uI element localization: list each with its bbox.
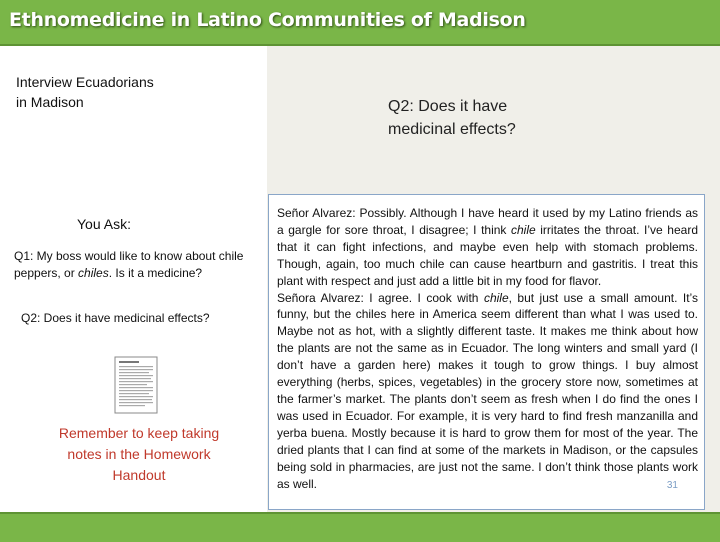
question-2-left: Q2: Does it have medicinal effects? xyxy=(21,311,210,325)
bottom-bar xyxy=(0,512,720,542)
answer-senor-italic: chile xyxy=(511,222,536,237)
answer-senora-italic: chile xyxy=(483,290,509,305)
interview-title-line2: in Madison xyxy=(16,94,84,110)
reminder-note: Remember to keep taking notes in the Homework Handout xyxy=(58,425,220,483)
interview-title-line1: Interview Ecuadorians xyxy=(16,74,154,90)
title-bar xyxy=(0,0,720,46)
answer-senora-alvarez xyxy=(277,290,698,493)
answer-senor-a: Señor Alvarez: Possibly. Although I have heard it used by my Latino friends as a gargle for sore throat, I disagree; I think xyxy=(277,206,698,237)
question-1 xyxy=(14,248,254,282)
question-2-heading xyxy=(388,95,588,141)
slide-title: Ethnomedicine in Latino Communities of Madison xyxy=(9,9,526,31)
you-ask-label: You Ask: xyxy=(77,216,131,232)
answer-senora-b: , but just use a small amount. It’s funny, but the chiles here in America seem different than what I was used to. Maybe not as hot, with a slightly different taste. It makes me think about how the plants are not the same as in Ecuador. The long winters and small yard (I don’t have a garden here) makes it tough to grow things. I buy almost everything (herbs, spices, vegetables) in the grocery store now, sometimes at the farmer’s market. The plants don’t seem as fresh when I do find the ones I was used in Ecuador. For example, it is very hard to find fresh manzanilla and yerba buena. Mostly because it is hard to grow them for most of the year. The dried plants that I can find at some of the markets in Madison, or the capsules being sold in pharmacies, are just not the same. I don’t think those plants work as well. xyxy=(277,290,698,491)
answer-senora-a: Señora Alvarez: I agree. I cook with xyxy=(277,290,484,305)
interview-title xyxy=(16,72,154,112)
question-2-line2: medicinal effects? xyxy=(388,121,516,138)
answer-senor-b: irritates the throat. I’ve heard that it can fight infections, and maybe even help with stomach problems. Though, again, too much chile can cause heartburn and gastritis. I treat this plant with respect and just add a little bit in my food for flavor. xyxy=(277,222,698,288)
q1-text-a: Q1: My boss would like to know about chile peppers, or xyxy=(14,249,244,280)
question-2-line1: Q2: Does it have xyxy=(388,98,508,115)
q1-text-italic: chiles xyxy=(78,266,109,280)
q1-text-b: . Is it a medicine? xyxy=(108,266,203,280)
document-icon[interactable] xyxy=(114,356,158,414)
answer-senor-alvarez xyxy=(277,205,698,290)
page-number: 31 xyxy=(666,480,678,492)
answer-box xyxy=(268,194,705,510)
